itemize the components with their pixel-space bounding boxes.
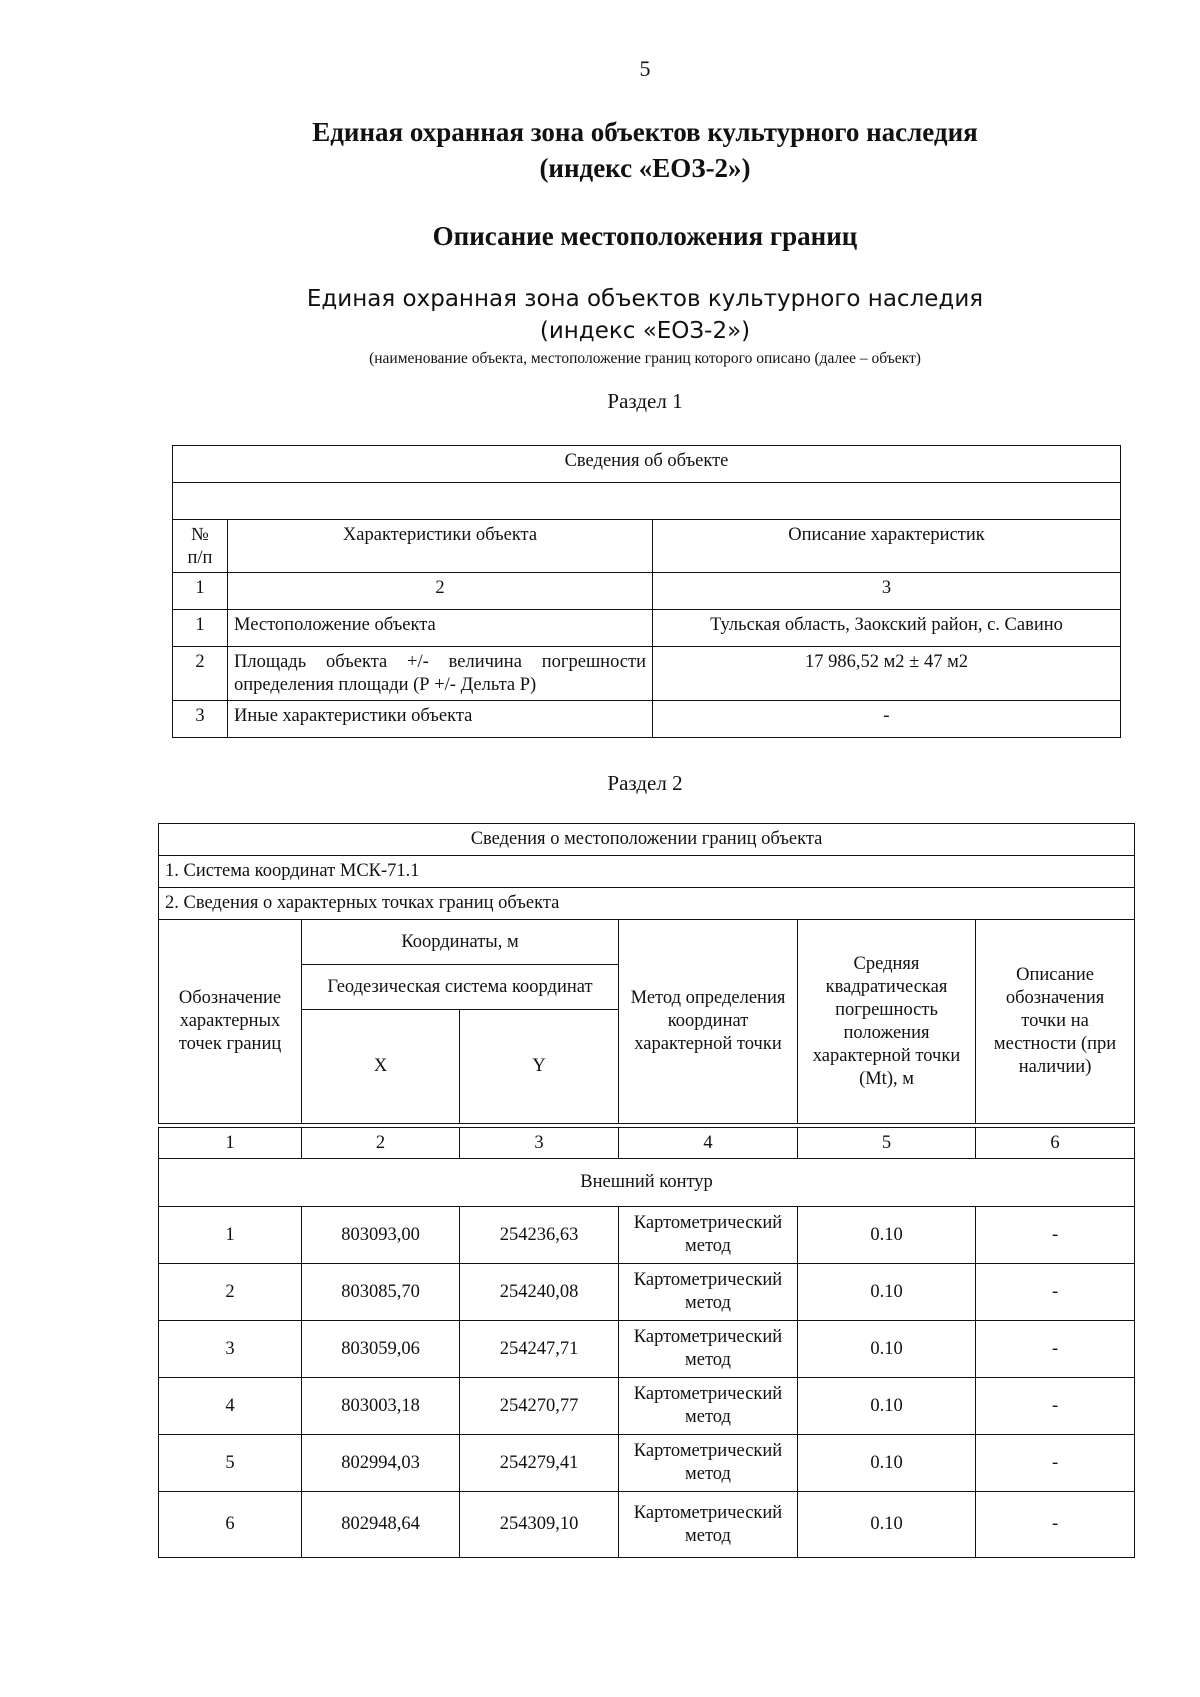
point-method: Картометрический метод xyxy=(619,1435,798,1492)
table-row xyxy=(159,1321,1135,1378)
point-x: 803003,18 xyxy=(302,1378,460,1435)
col-header-characteristic: Характеристики объекта xyxy=(228,520,653,573)
characteristic-value: - xyxy=(653,701,1121,738)
header-point: Обозначение характерных точек границ xyxy=(159,920,302,1124)
table-row xyxy=(159,1435,1135,1492)
point-id: 3 xyxy=(159,1321,302,1378)
point-y: 254240,08 xyxy=(460,1264,619,1321)
point-x: 803085,70 xyxy=(302,1264,460,1321)
table-title: Сведения об объекте xyxy=(173,446,1121,483)
point-description: - xyxy=(976,1207,1135,1264)
point-id: 2 xyxy=(159,1264,302,1321)
empty-row xyxy=(173,483,1121,520)
point-method: Картометрический метод xyxy=(619,1321,798,1378)
row-number: 1 xyxy=(173,610,228,647)
point-id: 1 xyxy=(159,1207,302,1264)
header-geodetic-system: Геодезическая система координат xyxy=(302,965,619,1010)
point-x: 803059,06 xyxy=(302,1321,460,1378)
point-description: - xyxy=(976,1435,1135,1492)
document-subtitle: Описание местоположения границ xyxy=(432,221,858,251)
col-number: 3 xyxy=(460,1128,619,1159)
document-title-line1: Единая охранная зона объектов культурного наследия xyxy=(312,117,978,147)
point-description: - xyxy=(976,1264,1135,1321)
point-error: 0.10 xyxy=(798,1321,976,1378)
row-number: 2 xyxy=(173,647,228,701)
characteristic-value: 17 986,52 м2 ± 47 м2 xyxy=(653,647,1121,701)
table-row xyxy=(159,1492,1135,1558)
point-id: 5 xyxy=(159,1435,302,1492)
contour-label: Внешний контур xyxy=(159,1159,1135,1207)
header-y: Y xyxy=(460,1010,619,1124)
col-number: 6 xyxy=(976,1128,1135,1159)
table-row xyxy=(159,1378,1135,1435)
table-row xyxy=(173,647,1121,701)
point-error: 0.10 xyxy=(798,1378,976,1435)
document-title-line2: (индекс «ЕОЗ-2») xyxy=(539,153,751,183)
points-title: 2. Сведения о характерных точках границ объекта xyxy=(159,888,1135,920)
point-error: 0.10 xyxy=(798,1264,976,1321)
point-error: 0.10 xyxy=(798,1435,976,1492)
col-number: 1 xyxy=(173,573,228,610)
header-error: Средняя квадратическая погрешность положения характерной точки (Mt), м xyxy=(798,920,976,1124)
point-error: 0.10 xyxy=(798,1492,976,1558)
point-description: - xyxy=(976,1492,1135,1558)
point-description: - xyxy=(976,1378,1135,1435)
point-method: Картометрический метод xyxy=(619,1207,798,1264)
point-x: 802948,64 xyxy=(302,1492,460,1558)
section2-label: Раздел 2 xyxy=(607,771,683,795)
point-id: 6 xyxy=(159,1492,302,1558)
col-number: 4 xyxy=(619,1128,798,1159)
object-name-note: (наименование объекта, местоположение границ которого описано (далее – объект) xyxy=(369,350,921,367)
point-x: 802994,03 xyxy=(302,1435,460,1492)
page-number: 5 xyxy=(639,56,651,81)
col-number: 2 xyxy=(228,573,653,610)
col-number: 5 xyxy=(798,1128,976,1159)
point-y: 254270,77 xyxy=(460,1378,619,1435)
header-x: X xyxy=(302,1010,460,1124)
coordinate-system: 1. Система координат МСК-71.1 xyxy=(159,856,1135,888)
col-header-description: Описание характеристик xyxy=(653,520,1121,573)
characteristic-value: Тульская область, Заокский район, с. Савино xyxy=(653,610,1121,647)
point-y: 254309,10 xyxy=(460,1492,619,1558)
table-row xyxy=(159,1207,1135,1264)
row-number: 3 xyxy=(173,701,228,738)
point-method: Картометрический метод xyxy=(619,1378,798,1435)
table-row xyxy=(159,1264,1135,1321)
point-x: 803093,00 xyxy=(302,1207,460,1264)
point-description: - xyxy=(976,1321,1135,1378)
header-method: Метод определения координат характерной точки xyxy=(619,920,798,1124)
col-number: 1 xyxy=(159,1128,302,1159)
header-coordinates: Координаты, м xyxy=(302,920,619,965)
point-y: 254279,41 xyxy=(460,1435,619,1492)
section1-label: Раздел 1 xyxy=(607,389,683,413)
object-info-table xyxy=(172,445,1121,738)
col-number: 2 xyxy=(302,1128,460,1159)
characteristic-name: Местоположение объекта xyxy=(228,610,653,647)
point-method: Картометрический метод xyxy=(619,1492,798,1558)
boundary-points-table xyxy=(158,823,1135,1558)
col-header-number: № п/п xyxy=(173,520,228,573)
point-id: 4 xyxy=(159,1378,302,1435)
object-name-line1: Единая охранная зона объектов культурного наследия xyxy=(306,286,984,312)
object-name-line2: (индекс «ЕОЗ-2») xyxy=(539,318,751,344)
col-number: 3 xyxy=(653,573,1121,610)
point-method: Картометрический метод xyxy=(619,1264,798,1321)
table-row xyxy=(173,701,1121,738)
point-y: 254247,71 xyxy=(460,1321,619,1378)
header-description: Описание обозначения точки на местности (при наличии) xyxy=(976,920,1135,1124)
table-title: Сведения о местоположении границ объекта xyxy=(159,824,1135,856)
point-error: 0.10 xyxy=(798,1207,976,1264)
table-row xyxy=(173,610,1121,647)
characteristic-name: Площадь объекта +/- величина погрешности определения площади (Р +/- Дельта Р) xyxy=(228,647,653,701)
characteristic-name: Иные характеристики объекта xyxy=(228,701,653,738)
point-y: 254236,63 xyxy=(460,1207,619,1264)
